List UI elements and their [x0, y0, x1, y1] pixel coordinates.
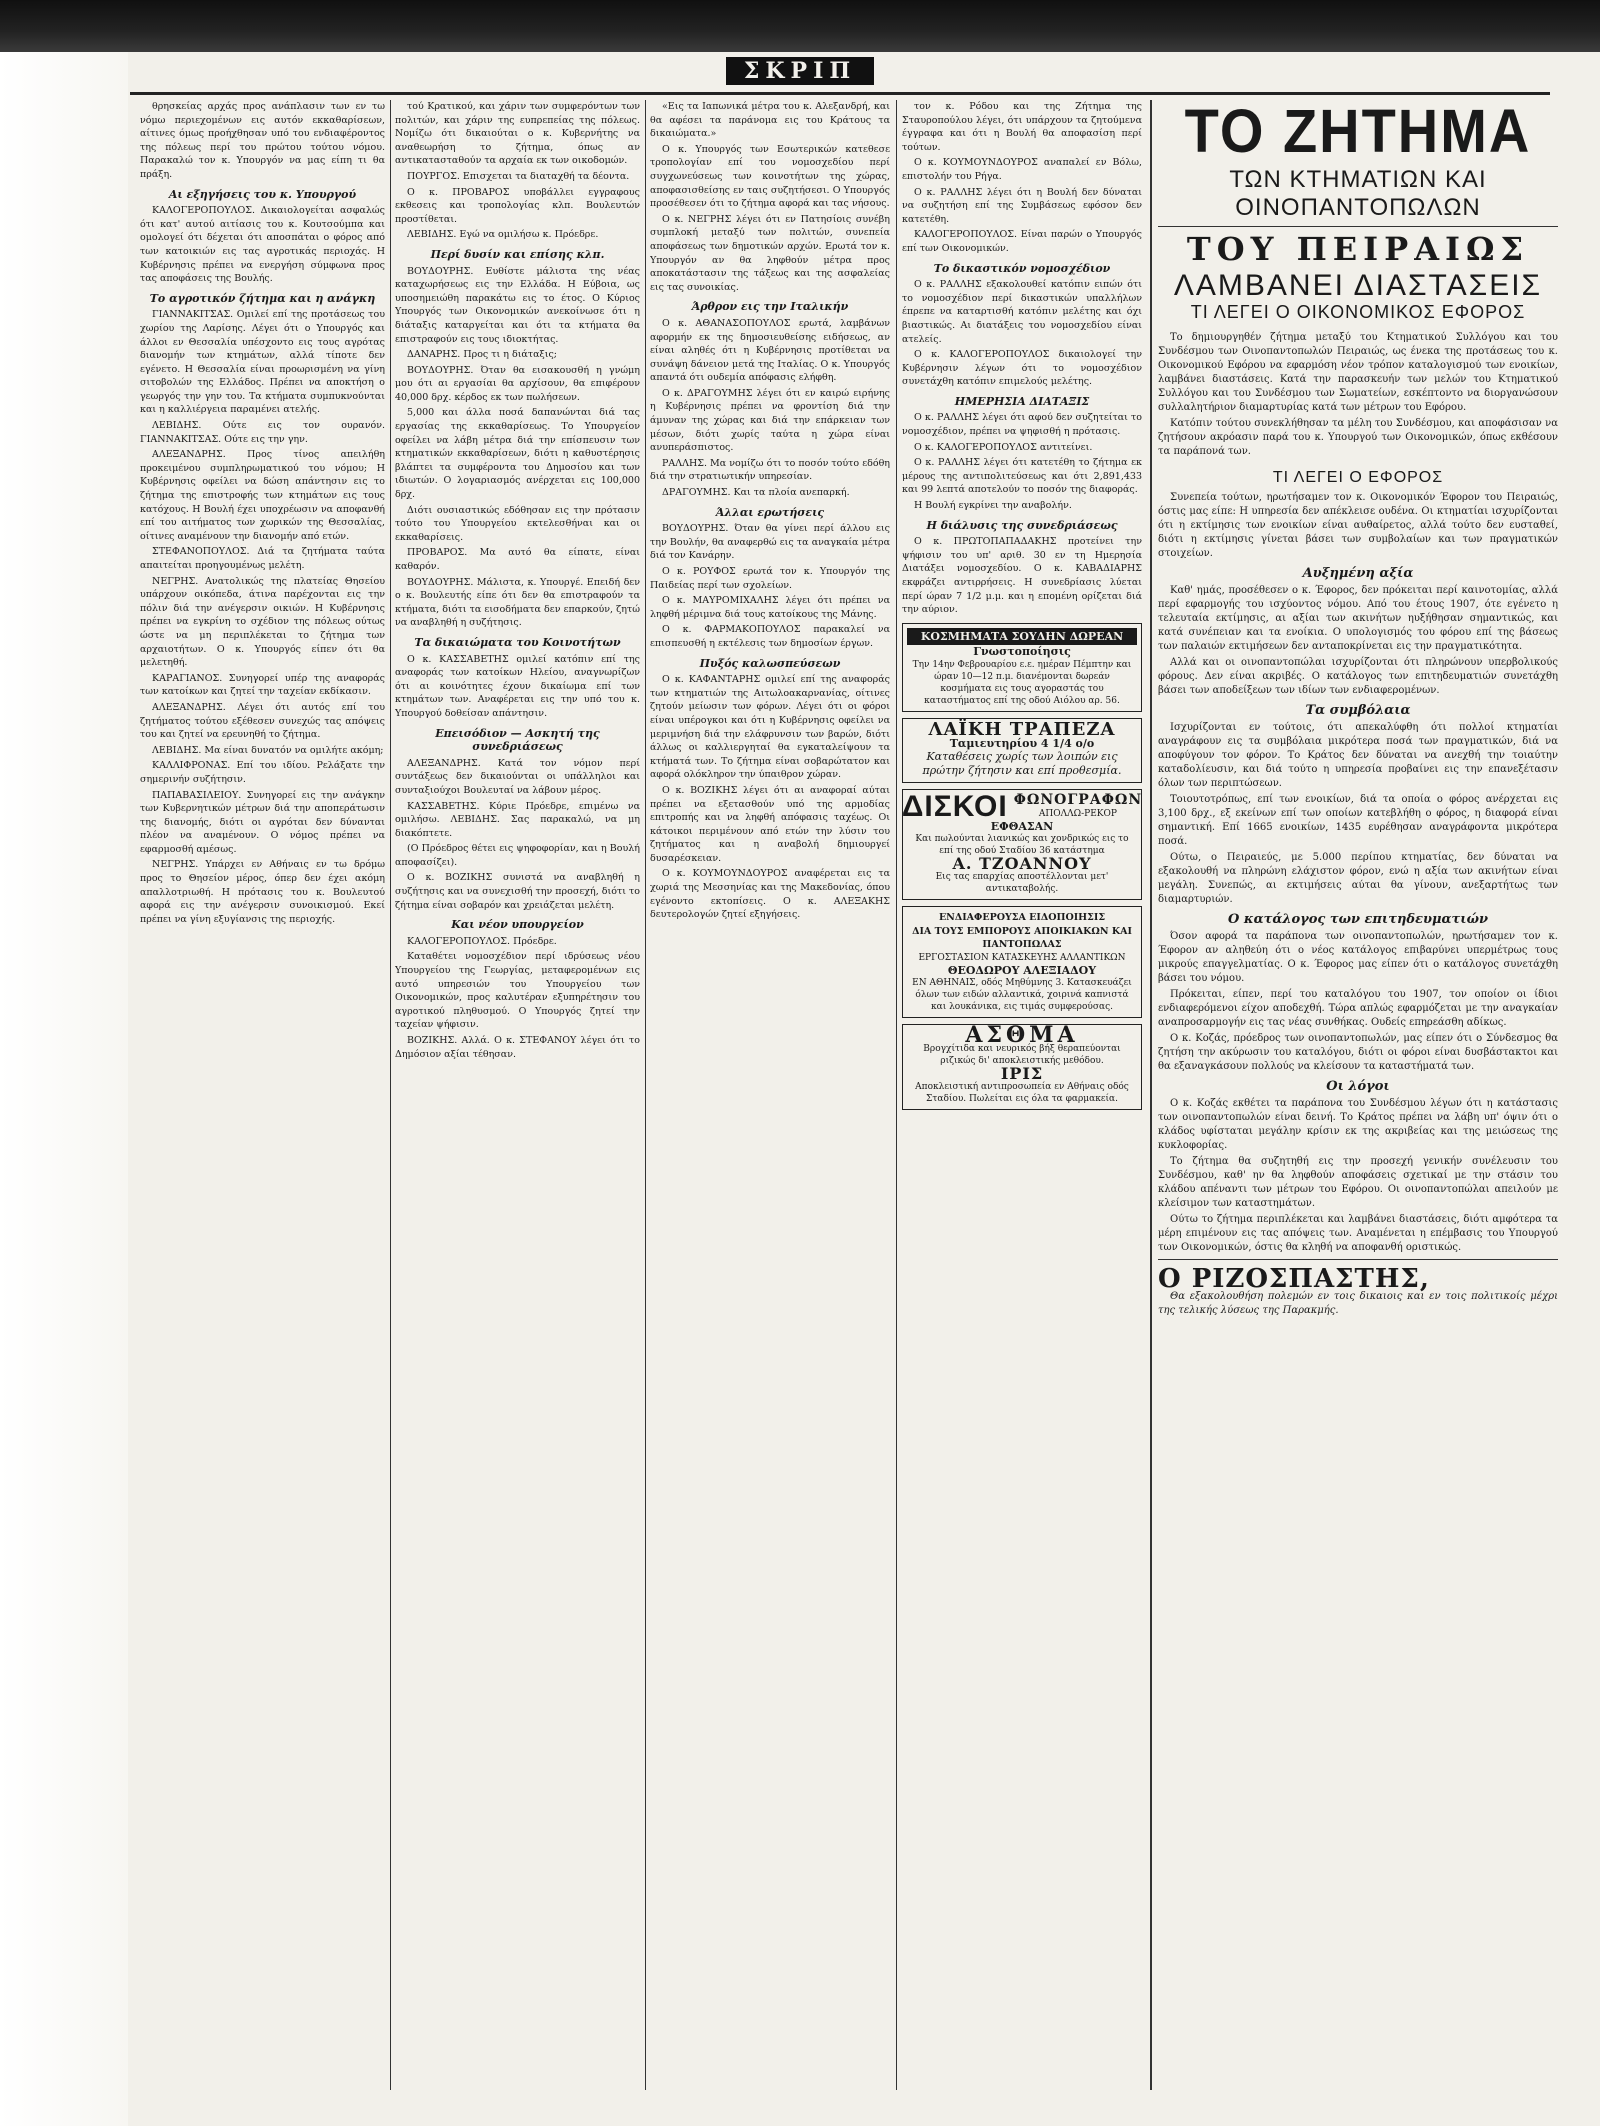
paragraph: Ο κ. ΚΑΛΟΓΕΡΟΠΟΥΛΟΣ αντιτείνει.	[914, 441, 1093, 453]
paragraph: ΝΕΓΡΗΣ. Ανατολικώς της πλατείας Θησείου υπάρχουν οικόπεδα, άτινα παρέχονται εις την πόλιν διά την ανέγερσιν οικιών. Η Κυβέρνησις πρέπει να εγκρίνη το σχέδιον της πόλεως ούτως ώστε να μη περιπλέκεται το ζήτημα των αρχαιοτήτων. Ο κ. Υπουργός είπεν ότι θα μελετηθή.	[140, 575, 385, 669]
ad-subtitle: ΔΙΑ ΤΟΥΣ ΕΜΠΟΡΟΥΣ ΑΠΟΙΚΙΑΚΩΝ ΚΑΙ ΠΑΝΤΟΠΩΛΑΣ	[912, 925, 1132, 951]
ad-line: Βρογχίτιδα και νευρικός βήξ θεραπεύονται ριζικώς δι' αποκλειστικής μεθόδου.	[923, 1043, 1121, 1066]
paragraph: Ο κ. ΝΕΓΡΗΣ λέγει ότι εν Πατησίοις συνέβη συμπλοκή μεταξύ των πολιτών, συνεπεία αποφάσεως των δημοτικών αρχών. Ερωτά τον κ. Υπουργόν αν θα ληφθούν μέτρα προς αποκατάστασιν της τάξεως και της ασφαλείας εις τας συνοικίας.	[650, 213, 890, 293]
paragraph: Καθ' ημάς, προσέθεσεν ο κ. Έφορος, δεν πρόκειται περί καινοτομίας, αλλά περί εφαρμογής του ισχύοντος νόμου. Από του έτους 1907, ότε εγένετο η τελευταία εκτίμησις, αι αξίαι των ακινήτων ηυξήθησαν σημαντικώς, και κατά συνέπειαν και τα ενοίκια. Ο υπολογισμός του φόρου επί της βάσεως των παλαιών εκτιμήσεων δεν ανταποκρίνεται εις την πραγματικότητα.	[1158, 585, 1558, 652]
paragraph: Ο κ. ΡΑΛΛΗΣ λέγει ότι αφού δεν συζητείται το νομοσχέδιον, πρέπει να ψηφισθή η πρότασις.	[902, 412, 1142, 438]
paragraph: Ο κ. ΚΑΦΑΝΤΑΡΗΣ ομιλεί επί της αναφοράς των κτηματιών της Αιτωλοακαρνανίας, οίτινες ζητούν μείωσιν των φόρων. Λέγει ότι οι φόροι είναι υπέρογκοι και ότι η Κυβέρνησις οφείλει να μεριμνήση διά την ελάφρυνσιν των βαρών, διότι άλλως οι καλλιεργηταί θα εγκαταλείψουν τα κτήματά των. Το ζήτημα είναι σοβαρώτατον και αφορά ολόκληρον την ύπαιθρον χώραν.	[650, 674, 890, 781]
section-heading: Άρθρον εις την Ιταλικήν	[691, 300, 849, 314]
paragraph: Θα εξακολουθήση πολεμών εν τοις δικαιοις και εν τοις πολιτικοίς μέχρι της τελικής λύσεως της Παρακμής.	[1158, 1291, 1558, 1316]
ad-title: ΚΟΣΜΗΜΑΤΑ ΣΟΥΔΗΝ ΔΩΡΕΑΝ	[907, 628, 1137, 646]
ad-line: ΕΦΘΑΣΑΝ	[990, 819, 1054, 833]
paragraph: Ο κ. ΦΑΡΜΑΚΟΠΟΥΛΟΣ παρακαλεί να επισπευσθή η εκτέλεσις των δημοσίων έργων.	[650, 624, 890, 649]
column-4	[902, 100, 1142, 2090]
section-heading: Οι λόγοι	[1326, 1079, 1390, 1094]
section-heading: Αι εξηγήσεις του κ. Υπουργού	[168, 187, 357, 201]
column-2	[395, 100, 640, 2090]
paragraph: Ο κ. ΑΘΑΝΑΣΟΠΟΥΛΟΣ ερωτά, λαμβάνων αφορμήν εκ της δημοσιευθείσης ειδήσεως, αν είναι αληθές ότι η Κυβέρνησις προτίθεται να συνάψη δάνειον μετά της Ιταλίας. Ο κ. Υπουργός απαντά ότι ουδεμία απόφασις ελήφθη.	[650, 317, 890, 384]
column-3	[650, 100, 890, 2090]
paragraph: θρησκείας αρχάς προς ανάπλασιν των εν τω νόμω περιεχομένων εις αυτόν εκκαθαρίσεων, αίτινες όμως προήχθησαν υπό του ενδιαφέροντος της πόλεως περί του πρώτου τούτου νόμου. Παρακαλώ τον κ. Υπουργόν να μας είπη τι θα πράξη.	[140, 101, 385, 180]
paragraph: Ο κ. ΡΑΛΛΗΣ λέγει ότι κατετέθη το ζήτημα εκ μέρους της αντιπολιτεύσεως και ότι 2,891,433 και 99 λεπτά αποτελούν το ποσόν της διαφοράς.	[902, 457, 1142, 496]
paragraph: Ο κ. ΠΡΟΒΑΡΟΣ υποβάλλει εγγραφους εκθεσεις και τροπολογίας κλπ. Βουλευτών προστίθεται.	[395, 186, 640, 225]
section-heading: Η διάλυσις της συνεδριάσεως	[926, 518, 1118, 532]
paragraph: Κατόπιν τούτου συνεκλήθησαν τα μέλη του Συνδέσμου, και αποφάσισαν να ζητήσουν ακρόασιν παρά του κ. Υπουργού των Οικονομικών, όπως εκθέσουν τα παράπονά των.	[1158, 418, 1558, 457]
paragraph: ΡΑΛΛΗΣ. Μα νομίζω ότι το ποσόν τούτο εδόθη διά την στρατιωτικήν υπηρεσίαν.	[650, 457, 890, 483]
paragraph: Ο κ. ΒΟΖΙΚΗΣ συνιστά να αναβληθή η συζήτησις και να συνεχισθή την προσεχή, διότι το ζήτημα είναι σοβαρόν και χρειάζεται μελέτη.	[395, 872, 640, 911]
section-heading: Το αγροτικόν ζήτημα και η ανάγκη	[149, 291, 376, 305]
column-rule	[896, 100, 897, 2090]
paragraph: ΛΕΒΙΔΗΣ. Μα είναι δυνατόν να ομιλήτε ακόμη;	[152, 744, 384, 756]
paragraph: ΠΡΟΒΑΡΟΣ. Μα αυτό θα είπατε, είναι καθαρόν.	[395, 547, 640, 572]
ad-name: Α. ΤΖΟΑΝΝΟΥ	[952, 854, 1092, 874]
paragraph: Καταθέτει νομοσχέδιον περί ιδρύσεως νέου Υπουργείου της Γεωργίας, μεταφερομένων εις αυτό υπηρεσιών του Υπουργείου των Οικονομικών, προς καλυτέραν εξυπηρέτησιν του αγροτικού πληθυσμού. Ο Υπουργός ζητεί την ταχείαν ψήφισιν.	[395, 951, 640, 1031]
paragraph: Ο κ. ΔΡΑΓΟΥΜΗΣ λέγει ότι εν καιρώ ειρήνης η Κυβέρνησις πρέπει να φροντίση διά την άμυναν της χώρας και διά την επάρκειαν των μέσων, διότι χωρίς ταύτα η χώρα είναι ανυπεράσπιστος.	[650, 387, 890, 454]
ad-line: Εις τας επαρχίας αποστέλλονται μετ' αντικαταβολής.	[935, 871, 1109, 894]
paragraph: Η Βουλή εγκρίνει την αναβολήν.	[914, 500, 1072, 512]
column-rule	[645, 100, 646, 2090]
paragraph: ΑΛΕΞΑΝΔΡΗΣ. Προς τίνος απειλήθη προκειμένου συμπληρωματικού του νόμου; Η Κυβέρνησις οφείλει να δώση απάντησιν εις το ζήτημα της επιστροφής των κτημάτων εις τους κατόχους. Η Βουλή έχει υποχρέωσιν να αποφανθή επί του αιτήματος των χωρικών της Θεσσαλίας, οίτινες αναμένουν την διανομήν από ετών.	[140, 449, 385, 542]
ad-subtitle: ΑΠΟΛΛΩ-ΡΕΚΟΡ	[1038, 808, 1117, 819]
paragraph: Ο κ. Κοζάς, πρόεδρος των οινοπαντοπωλών, μας είπεν ότι ο Σύνδεσμος θα ζητήση την ακύρωσιν του καταλόγου, διότι οι φόροι είναι δυσβάστακτοι και θα εξαναγκάσουν πολλούς να κλείσουν τα καταστήματά των.	[1158, 1033, 1558, 1072]
section-heading: Τα συμβόλαια	[1305, 703, 1411, 718]
feature-headline-line4: ΛΑΜΒΑΝΕΙ ΔΙΑΣΤΑΣΕΙΣ	[1173, 269, 1543, 302]
ad-line: Καταθέσεις χωρίς των λοιπών εις πρώτην ζήτησιν και επί προθεσμία.	[922, 750, 1122, 778]
paragraph: ΝΕΓΡΗΣ. Υπάρχει εν Αθήναις εν τω δρόμω προς το Θησείον μέρος, όπερ δεν έχει ακόμη απαλλοτριωθή. Η πρότασις του κ. Βουλευτού αφορά εις την ανέγερσιν συνοικισμού. Εκεί πρέπει να γίνη εξυγίανσις της περιοχής.	[140, 859, 385, 925]
paragraph: τού Κρατικού, και χάριν των συμφερόντων των πολιτών, και χάριν της ευπρεπείας της πόλεως. Νομίζω ότι δικαιούται ο κ. Κυβερνήτης να αναθεωρήση το ζήτημα, όπως αν αντικατασταθούν τα αρχαία εκ των οικοδομών.	[395, 101, 640, 167]
paragraph: Ο κ. ΚΑΣΣΑΒΕΤΗΣ ομιλεί κατόπιν επί της αναφοράς των κατοίκων Ηλείου, αναγνωρίζων ότι αι κοινότητες έχουν δικαίωμα επί των κτημάτων των. Αναφέρεται εις την υπό του κ. Υπουργού δοθείσαν απάντησιν.	[395, 653, 640, 719]
feature-subheadline: ΤΙ ΛΕΓΕΙ Ο ΟΙΚΟΝΟΜΙΚΟΣ ΕΦΟΡΟΣ	[1190, 302, 1526, 322]
paragraph: ΚΑΛΛΙΦΡΟΝΑΣ. Επί του ιδίου. Ρελάξατε την σημερινήν συζήτησιν.	[140, 760, 385, 785]
paragraph: Συνεπεία τούτων, ηρωτήσαμεν τον κ. Οικονομικόν Έφορον του Πειραιώς, όστις μας είπε: Η υπηρεσία δεν απέκλεισε ουδένα. Οι κτηματίαι ισχυρίζονται ότι η εκτίμησις των ενοικίων είναι αυθαίρετος, αλλά τούτο δεν ευσταθεί, διότι η εκτίμησις γίνεται βάσει των συμβολαίων και των πραγματικών στοιχείων.	[1158, 492, 1558, 559]
paragraph: Τοιουτοτρόπως, επί των ενοικίων, διά τα οποία ο φόρος ανέρχεται εις 3,100 δρχ., εξ εκείνων επί των οποίων κατεβλήθη ο φόρος, η διαφορά είναι σημαντική. Επί 1665 ενοικίων, 1435 ευρέθησαν αναγράφοντα μικρότερα ποσά.	[1158, 794, 1558, 847]
paragraph: ΒΟΥΔΟΥΡΗΣ. Μάλιστα, κ. Υπουργέ. Επειδή δεν ο κ. Βουλευτής είπε ότι δεν θα επιστραφούν τα κτήματα, διότι τα εισοδήματα δεν επαρκούν, ζητώ να αναβληθή η συζήτησις.	[395, 576, 640, 629]
divider	[1158, 1259, 1558, 1260]
paragraph: Ο κ. ΜΑΥΡΟΜΙΧΑΛΗΣ λέγει ότι πρέπει να ληφθή μέριμνα διά τους κατοίκους της Μάνης.	[650, 595, 890, 620]
ad-sausage-factory	[902, 906, 1142, 1018]
column-1	[140, 100, 385, 2090]
paragraph: ΑΛΕΞΑΝΔΡΗΣ. Λέγει ότι αυτός επί του ζητήματος τούτου εξέθεσεν συνεχώς τας απόψεις του και ζητεί να ερευνηθή το ζήτημα.	[140, 701, 385, 741]
ad-bank	[902, 718, 1142, 783]
paragraph: Ο κ. ΒΟΖΙΚΗΣ λέγει ότι αι αναφοραί αύται πρέπει να εξετασθούν υπό της αρμοδίας επιτροπής και να ληφθή απόφασις ταχέως. Οι κάτοικοι περιμένουν από ετών την λύσιν του ζητήματος και η αναβολή δημιουργεί δυσαρέσκειαν.	[650, 784, 890, 864]
ad-title: ΕΝΔΙΑΦΕΡΟΥΣΑ ΕΙΔΟΠΟΙΗΣΙΣ	[938, 911, 1106, 923]
ad-line: Και πωλούνται λιανικώς και χονδρικώς εις το επί της οδού Σταδίου 36 κατάστημα	[915, 834, 1129, 857]
paragraph: ΛΕΒΙΔΗΣ. Εγώ να ομιλήσω κ. Πρόεδρε.	[407, 229, 599, 241]
paragraph: ΚΑΛΟΓΕΡΟΠΟΥΛΟΣ. Δικαιολογείται ασφαλώς ότι κατ' αυτού αιτίασις του κ. Κουτσούμπα και ομολογεί ότι δέχεται ότι αποσπάται ο φόρος από των κατοικιών εις τας αγροτικάς περιοχάς. Η Κυβέρνησις πρέπει να ενεργήση σύμφωνα προς τας αποφάσεις της Βουλής.	[140, 205, 385, 285]
section-heading: ΤΙ ΛΕΓΕΙ Ο ΕΦΟΡΟΣ	[1272, 469, 1444, 486]
ad-title: ΑΣΘΜΑ	[965, 1022, 1079, 1049]
section-heading: Ο κατάλογος των επιτηδευματιών	[1228, 912, 1488, 927]
paragraph: ΒΟΖΙΚΗΣ. Αλλά. Ο κ. ΣΤΕΦΑΝΟΥ λέγει ότι το Δημόσιον αξίαι τέθησαν.	[395, 1035, 640, 1060]
ad-header	[902, 790, 1142, 824]
ad-header-right	[1014, 794, 1142, 820]
paragraph: Ούτω, ο Πειραιεύς, με 5.000 περίπου κτηματίας, δεν δύναται να εξακολουθή να πληρώνη ελάχιστον φόρον, ενώ η αξία των ακινήτων είναι μεγάλη. Συνεπώς, αι εκτιμήσεις αύται θα γίνουν, ανεξαρτήτως των διαμαρτυριών.	[1158, 852, 1558, 905]
ad-phonograph-records	[902, 789, 1142, 900]
paragraph: «Εις τα Ιαπωνικά μέτρα του κ. Αλεξανδρή, και θα αφέσει τα παράνομα εις του Κράτους τα δικαιώματα.»	[650, 101, 890, 140]
paragraph: Αλλά και οι οινοπαντοπώλαι ισχυρίζονται ότι πληρώνουν υπερβολικούς φόρους. Δεν είναι ακριβές. Ο κατάλογος των επιτηδευματιών συνετάχθη βάσει των αποδείξεων των ιδίων των ενδιαφερομένων.	[1158, 657, 1558, 696]
paragraph: ΠΑΠΑΒΑΣΙΛΕΙΟΥ. Συνηγορεί εις την ανάγκην των Κυβερνητικών μέτρων διά την αποπεράτωσιν της διανομής, διότι οι αγρόται δεν δύνανται πλέον να αναμένουν. Ο νόμος πρέπει να εφαρμοσθή αμέσως.	[140, 789, 385, 855]
section-heading: Επεισόδιον — Ασκητή της συνεδριάσεως	[435, 726, 600, 754]
scan-top-band	[0, 0, 1600, 52]
ad-body: Την 14ην Φεβρουαρίου ε.ε. ημέραν Πέμπτην και ώραν 10—12 π.μ. διανέμονται δωρεάν κοσμήματα εις τους αγοραστάς του καταστήματος επί της οδού Αιόλου αρ. 56.	[912, 659, 1132, 706]
ad-body: ΕΝ ΑΘΗΝΑΙΣ, οδός Μηθύμνης 3. Κατασκευάζει όλων των ειδών αλλαντικά, χοιρινά καπνιστά και λουκάνικα, εις τιμάς συμφερούσας.	[912, 978, 1132, 1013]
paragraph: ΚΑΛΟΓΕΡΟΠΟΥΛΟΣ. Είναι παρών ο Υπουργός επί των Οικονομικών.	[902, 229, 1142, 254]
ad-discs-word: ΔΙΣΚΟΙ	[902, 790, 1008, 824]
masthead	[0, 58, 1600, 88]
paragraph: ΒΟΥΔΟΥΡΗΣ. Ευθίστε μάλιστα της νέας καταχωρήσεως εις την Ελλάδα. Η Εύβοια, ως υποσημειώθη παρακάτω εις το έτος. Ο Κύριος Υπουργός των Οικονομικών ανεκοίνωσε ότι η διάταξις καταργείται και ότι τα κτήματα θα επιστραφούν εις τους ιδιοκτήτας.	[395, 265, 640, 345]
ad-name: ΙΡΙΣ	[1000, 1063, 1044, 1083]
paragraph: Ο κ. ΚΟΥΜΟΥΝΔΟΥΡΟΣ αναπαλεί εν Βόλω, επιστολήν του Ρήγα.	[902, 157, 1142, 182]
section-heading: Άλλαι ερωτήσεις	[715, 505, 825, 519]
column-5-feature	[1158, 100, 1558, 2090]
paragraph: Ο κ. Υπουργός των Εσωτερικών κατεθεσε τροπολογίαν επί του νομοσχεδίου περί συγχωνεύσεως των κοινοτήτων της χώρας, αποφασισθείσης εν ταις συζητήσεσι. Ο Υπουργός προσέθεσεν ότι το ζήτημα αφορά και τας νήσους.	[650, 143, 890, 210]
paragraph: Διότι ουσιαστικώς εδόθησαν εις την πρότασιν τούτο του Υπουργείου εκτελεσθήναι και οι εκκαθαρίσεις.	[395, 504, 640, 543]
section-heading: Το δικαστικόν νομοσχέδιον	[933, 261, 1111, 275]
paragraph: Ο κ. ΡΑΛΛΗΣ εξακολουθεί κατόπιν ειπών ότι το νομοσχέδιον περί δικαστικών υπαλλήλων έπρεπε να καταρτισθή κατόπιν μελέτης και όχι βιαστικώς. Αι διατάξεις του νομοσχεδίου είναι ατελείς.	[902, 279, 1142, 345]
ad-jewelry	[902, 623, 1142, 712]
paragraph: Ο κ. ΡΑΛΛΗΣ λέγει ότι η Βουλή δεν δύναται να συζητήση επί της Συμβάσεως εφόσον δεν κατετέθη.	[902, 186, 1142, 225]
ad-name: ΘΕΟΔΩΡΟΥ ΑΛΕΞΙΑΔΟΥ	[947, 963, 1097, 977]
paragraph: Ο κ. ΡΟΥΦΟΣ ερωτά τον κ. Υπουργόν της Παιδείας περί των σχολείων.	[650, 566, 890, 591]
divider	[1158, 226, 1558, 227]
paragraph: Ούτω το ζήτημα περιπλέκεται και λαμβάνει διαστάσεις, διότι αμφότερα τα μέρη επιμένουν εις τας απόψεις των. Αναμένεται η επέμβασις του Υπουργού των Οικονομικών, όστις θα κληθή να αποφανθή οριστικώς.	[1158, 1214, 1558, 1253]
paragraph: ΔΡΑΓΟΥΜΗΣ. Και τα πλοία ανεπαρκή.	[662, 487, 850, 499]
section-heading: Πυξός καλωσπεύσεων	[699, 656, 841, 670]
paragraph: τον κ. Ρόδου και της Ζήτημα της Σταυροπούλου λέγει, ότι υπάρχουν τα ζητούμενα έγγραφα και ότι η Βουλή θα αποφασίση περί τούτων.	[902, 101, 1142, 153]
paragraph: ΚΑΣΣΑΒΕΤΗΣ. Κύριε Πρόεδρε, επιμένω να ομιλήσω. ΛΕΒΙΔΗΣ. Σας παρακαλώ, να μη διακόπτετε.	[395, 800, 640, 839]
ad-title: ΦΩΝΟΓΡΑΦΩΝ	[1013, 792, 1142, 809]
ad-subtitle: Γνωστοποίησις	[973, 645, 1071, 659]
section-heading: Και νέον υπουργείον	[451, 918, 584, 932]
ad-line: Ταμιευτηρίου 4 1/4 ο/ο	[949, 736, 1095, 750]
paragraph: ΚΑΛΟΓΕΡΟΠΟΥΛΟΣ. Πρόεδρε.	[407, 935, 557, 947]
paragraph: ΒΟΥΔΟΥΡΗΣ. Όταν θα γίνει περί άλλου εις την Βουλήν, θα αναφερθώ εις τα αναγκαία μέτρα διά τον Κανάρην.	[650, 523, 890, 562]
column-rule	[1150, 100, 1152, 2090]
header-rule	[130, 92, 1550, 95]
paragraph: Το δημιουργηθέν ζήτημα μεταξύ του Κτηματικού Συλλόγου και του Συνδέσμου των Οινοπαντοπωλών Πειραιώς, ως ένεκα της προτάσεως του κ. Οικονομικού Εφόρου να εφαρμόση νέον τρόπον καταλογισμού των ενοικίων, λαμβάνει διαστάσεις. Κατά την παρασκευήν των μελών του Κτηματικού Συλλόγου και του Συνδέσμου των Σωματείων, εσκέπτοντο να διοργανώσουν συλλαλητήριον διαμαρτυρίας κατά των μέτρων του Εφόρου.	[1158, 332, 1558, 413]
paragraph: 5,000 και άλλα ποσά δαπανώνται διά τας εργασίας της εκκαθαρίσεως. Το Υπουργείον οφείλει να λάβη μέτρα διά την επίσπευσιν των κτηματικών εκκαθαρίσεων, διότι η καθυστέρησις βλάπτει τα συμφέροντα του Δημοσίου και των ιδιωτών. Ο λογαριασμός ανέρχεται εις 100,000 δρχ.	[395, 407, 640, 501]
paragraph: ΒΟΥΔΟΥΡΗΣ. Όταν θα εισακουσθή η γνώμη μου ότι αι εργασίαι θα αρχίσουν, θα επιφέρουν 40,000 δρχ. κέρδος εκ των πωλήσεων.	[395, 364, 640, 403]
feature-headline: ΤΟ ΖΗΤΗΜΑ	[1184, 100, 1532, 166]
closing-heading: Ο ΡΙΖΟΣΠΑΣΤΗΣ,	[1158, 1264, 1430, 1294]
paragraph: Ισχυρίζονται εν τούτοις, ότι απεκαλύφθη ότι πολλοί κτηματίαι αναγράφουν εις τα συμβόλαια μικρότερα ποσά των πραγματικών, διά να αποφύγουν τον φόρον. Το Κράτος δεν δύναται να ανεχθή την τοιαύτην καταδολίευσιν, και διά τούτο η υπηρεσία προβαίνει εις την επανεξέτασιν όλων των περιπτώσεων.	[1158, 722, 1558, 789]
paragraph: (Ο Πρόεδρος θέτει εις ψηφοφορίαν, και η Βουλή αποφασίζει).	[395, 843, 640, 868]
paragraph: ΓΙΑΝΝΑΚΙΤΣΑΣ. Ομιλεί επί της προτάσεως του χωρίου της Λαρίσης. Λέγει ότι ο Υπουργός και άλλοι εν Θεσσαλία υπέσχοντο εις τους αγρότας διανομήν των κτημάτων, αλλά τίποτε δεν εγένετο. Η Θεσσαλία είναι προωρισμένη να γίνη σιτοβολών της Ελλάδος. Πρέπει να αποκτήση ο γεωργός την γην του. Τα κτήματα συμπυκνούνται και η καλλιέργεια παραμένει ατελής.	[140, 309, 385, 416]
paragraph: ΠΟΥΡΓΟΣ. Επισχεται τα διαταχθή τα δέοντα.	[407, 170, 630, 182]
paragraph: ΑΛΕΞΑΝΔΡΗΣ. Κατά τον νόμον περί συντάξεως δεν δικαιούνται οι υπάλληλοι και συνταξιούχοι Βουλευταί να λάβουν μέρος.	[395, 757, 640, 796]
section-heading: Αυξημένη αξία	[1302, 566, 1414, 581]
paragraph: Το ζήτημα θα συζητηθή εις την προσεχή γενικήν συνέλευσιν του Συνδέσμου, καθ' ην θα ληφθούν αποφάσεις σχετικαί με την στάσιν του κλάδου απέναντι των μέτρων του Εφόρου. Οι οινοπαντοπώλαι απειλούν με κλείσιμον των καταστημάτων.	[1158, 1156, 1558, 1209]
section-heading: ΗΜΕΡΗΣΙΑ ΔΙΑΤΑΞΙΣ	[954, 394, 1090, 408]
ad-body: Αποκλειστική αντιπροσωπεία εν Αθήναις οδός Σταδίου. Πωλείται εις όλα τα φαρμακεία.	[915, 1081, 1129, 1104]
paragraph: ΣΤΕΦΑΝΟΠΟΥΛΟΣ. Διά τα ζητήματα ταύτα απαιτείται προηγουμένως μελέτη.	[140, 546, 385, 571]
paragraph: ΚΑΡΑΓΙΑΝΟΣ. Συνηγορεί υπέρ της αναφοράς των κατοίκων και ζητεί την ταχείαν εκδίκασιν.	[140, 672, 385, 698]
paragraph: Ο κ. ΚΑΛΟΓΕΡΟΠΟΥΛΟΣ δικαιολογεί την Κυβέρνησιν λέγων ότι το νομοσχέδιον συνετάχθη κατόπιν επιμελούς μελέτης.	[902, 349, 1142, 388]
paragraph: ΛΕΒΙΔΗΣ. Ούτε εις τον ουρανόν. ΓΙΑΝΝΑΚΙΤΣΑΣ. Ούτε εις την γην.	[140, 420, 385, 445]
page-left-margin	[0, 52, 128, 2126]
ad-title: ΛΑΪΚΗ ΤΡΑΠΕΖΑ	[928, 718, 1116, 740]
section-heading: Τα δικαιώματα του Κοινοτήτων	[414, 635, 621, 649]
feature-headline-line2: ΤΩΝ ΚΤΗΜΑΤΙΩΝ ΚΑΙ ΟΙΝΟΠΑΝΤΟΠΩΛΩΝ	[1229, 166, 1487, 221]
paragraph: Ο κ. ΠΡΩΤΟΠΑΠΑΔΑΚΗΣ προτείνει την ψήφισιν του υπ' αριθ. 30 εν τη Ημερησία Διατάξει νομοσχεδίου. Ο κ. ΚΑΒΑΔΙΑΡΗΣ εκφράζει αντιρρήσεις. Η συνεδρίασις λύεται περί ώραν 7 1/2 μ.μ. και η επομένη ορίζεται διά την αύριον.	[902, 536, 1142, 616]
paragraph: ΔΑΝΑΡΗΣ. Προς τι η διάταξις;	[407, 349, 557, 361]
paragraph: Πρόκειται, είπεν, περί του καταλόγου του 1907, τον οποίον οι ίδιοι ενδιαφερόμενοι είχον αποδεχθή. Τώρα απλώς εφαρμόζεται με την αναγκαίαν αναπροσαρμογήν εις τας νέας συνθήκας. Ουδείς επηρεάσθη αδίκως.	[1158, 989, 1558, 1028]
feature-headline-line3: ΤΟΥ ΠΕΙΡΑΙΩΣ	[1186, 230, 1530, 268]
paragraph: Ο κ. ΚΟΥΜΟΥΝΔΟΥΡΟΣ αναφέρεται εις τα χωριά της Μεσσηνίας και της Μακεδονίας, όπου εγένοντο εκτοπίσεις. Ο κ. ΑΛΕΞΑΚΗΣ δευτερολογών ζητεί εξηγήσεις.	[650, 868, 890, 921]
column-rule	[390, 100, 391, 2090]
ad-asthma	[902, 1024, 1142, 1109]
paragraph: Όσον αφορά τα παράπονα των οινοπαντοπωλών, ηρωτήσαμεν τον κ. Έφορον αν αληθεύη ότι ο νέος κατάλογος επιβαρύνει υπερμέτρως τους μικρούς επαγγελματίας. Ο κ. Έφορος μας είπεν ότι ο κατάλογος συνετάχθη βάσει του νόμου.	[1158, 931, 1558, 984]
paragraph: Ο κ. Κοζάς εκθέτει τα παράπονα του Συνδέσμου λέγων ότι η κατάστασις των οινοπαντοπωλών είναι δεινή. Το Κράτος πρέπει να λάβη υπ' όψιν ότι ο κλάδος υφίσταται μεγάλην κρίσιν εκ της ακριβείας και της μειώσεως της κυκλοφορίας.	[1158, 1098, 1558, 1151]
section-heading: Περί δυσίν και επίσης κλπ.	[430, 247, 605, 261]
masthead-title: ΣΚΡΙΠ	[726, 57, 874, 85]
ad-line: ΕΡΓΟΣΤΑΣΙΟΝ ΚΑΤΑΣΚΕΥΗΣ ΑΛΛΑΝΤΙΚΩΝ	[918, 952, 1126, 963]
